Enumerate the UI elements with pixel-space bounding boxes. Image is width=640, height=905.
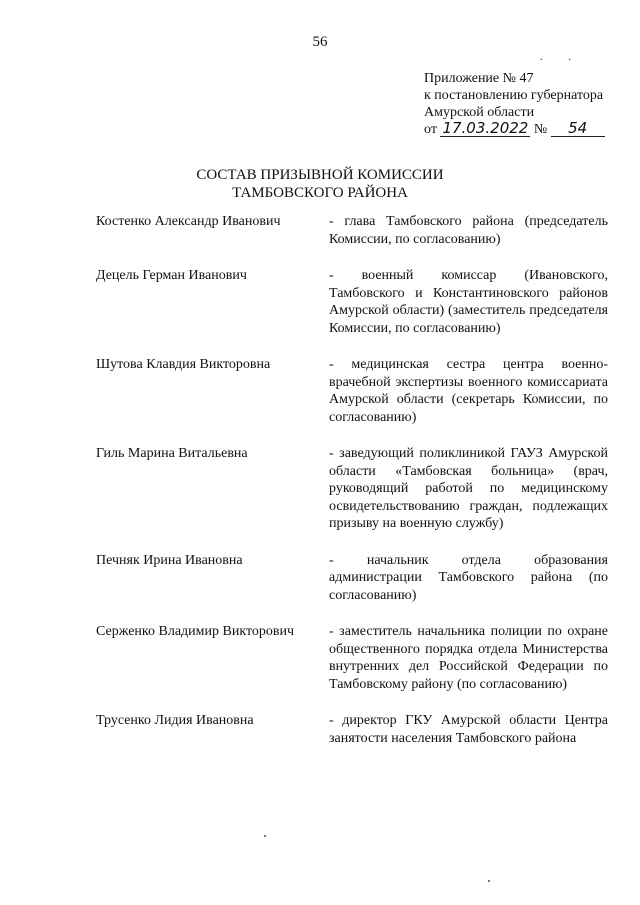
member-row <box>96 445 608 533</box>
appendix-date-line <box>424 121 605 138</box>
member-row <box>96 213 608 248</box>
appendix-decree: к постановлению губернатора <box>424 88 604 103</box>
title-line-1: СОСТАВ ПРИЗЫВНОЙ КОМИССИИ <box>196 167 444 183</box>
member-name: Серженко Владимир Викторович <box>96 624 295 639</box>
member-role: - директор ГКУ Амурской области Центра занятости населения Тамбовского района <box>329 713 608 746</box>
member-row <box>96 267 608 337</box>
title-line-2: ТАМБОВСКОГО РАЙОНА <box>232 185 408 201</box>
member-name: Трусенко Лидия Ивановна <box>96 713 254 728</box>
member-name: Костенко Александр Иванович <box>96 214 281 229</box>
appendix-title: Приложение № 47 <box>424 71 534 86</box>
member-role: - военный комиссар (Ивановского, Тамбовского и Константиновского районов Амурской области) (заместитель председателя Комиссии, по согласованию) <box>329 268 608 336</box>
member-name: Гиль Марина Витальевна <box>96 446 248 461</box>
scan-marks: .. <box>540 52 597 63</box>
member-role: - начальник отдела образования администрации Тамбовского района (по согласованию) <box>329 552 608 603</box>
date-prefix: от <box>424 122 437 137</box>
number-prefix: № <box>533 122 548 137</box>
document-title <box>0 166 640 202</box>
appendix-block <box>424 70 605 138</box>
member-role: - заместитель начальника полиции по охране общественного порядка отдела Министерства внутренних дел Российской Федерации по Тамбовскому району (по согласованию) <box>329 624 608 692</box>
member-name: Шутова Клавдия Викторовна <box>96 357 271 372</box>
member-row <box>96 356 608 426</box>
member-role: - медицинская сестра центра военно-врачебной экспертизы военного комиссариата Амурской области (секретарь Комиссии, по согласованию) <box>329 357 608 425</box>
handwritten-number: 54 <box>551 121 605 137</box>
scan-speck <box>264 835 266 837</box>
member-name: Печняк Ирина Ивановна <box>96 552 243 568</box>
member-name: Децель Герман Иванович <box>96 268 247 283</box>
member-row <box>96 623 608 693</box>
handwritten-date: 17.03.2022 <box>442 119 529 137</box>
page-number: 56 <box>312 34 328 50</box>
member-row <box>96 712 608 747</box>
members-list <box>96 213 608 747</box>
scan-speck <box>488 880 490 882</box>
member-role: - глава Тамбовского района (председатель Комиссии, по согласованию) <box>329 214 608 247</box>
member-role: - заведующий поликлиникой ГАУЗ Амурской области «Тамбовская больница» (врач, руководящий работой по медицинскому освидетельствованию граждан, подлежащих призыву на военную службу) <box>329 446 608 531</box>
appendix-region: Амурской области <box>424 105 535 120</box>
member-row <box>96 552 608 605</box>
